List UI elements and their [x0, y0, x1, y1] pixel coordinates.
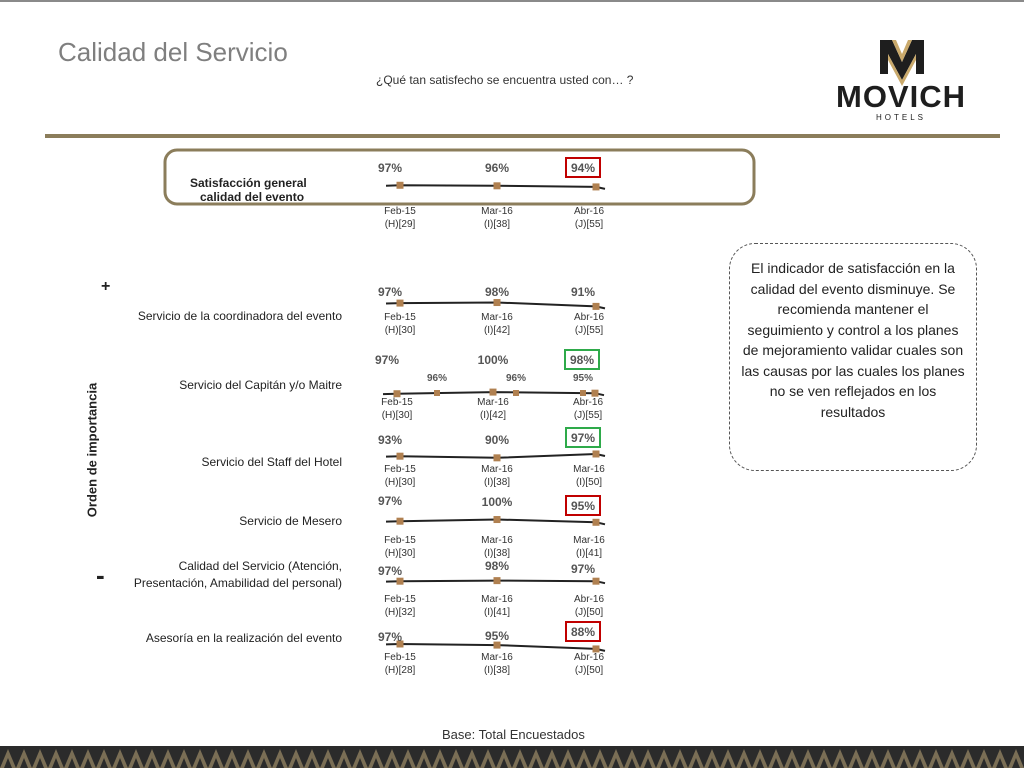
category-sample-label: (I)[38]	[483, 477, 511, 488]
footer-pattern	[0, 746, 1024, 768]
data-label: 94%	[570, 161, 596, 175]
data-label: 97%	[374, 353, 400, 367]
secondary-point-label: 95%	[572, 373, 594, 384]
data-label: 97%	[570, 431, 596, 445]
category-sample-label: (H)[28]	[384, 665, 416, 676]
category-label: Mar-16	[481, 206, 513, 217]
category-label: Abr-16	[572, 397, 604, 408]
category-sample-label: (J)[55]	[574, 325, 604, 336]
data-label: 88%	[570, 625, 596, 639]
data-label: 100%	[481, 495, 513, 509]
data-label: 98%	[484, 559, 510, 573]
data-point-marker	[490, 389, 497, 396]
data-point-marker	[397, 578, 404, 585]
data-point-marker	[494, 454, 501, 461]
importance-top-sign: +	[101, 278, 111, 295]
data-point-marker	[494, 577, 501, 584]
category-sample-label: (J)[50]	[574, 607, 604, 618]
series-title: Presentación, Amabilidad del personal)	[133, 576, 342, 590]
category-sample-label: (J)[55]	[573, 410, 603, 421]
category-sample-label: (H)[30]	[381, 410, 413, 421]
data-point-marker	[494, 299, 501, 306]
data-label: 93%	[377, 433, 403, 447]
page-title: Calidad del Servicio	[58, 37, 288, 67]
series-title: Servicio de Mesero	[239, 514, 342, 528]
data-label: 97%	[377, 564, 403, 578]
category-label: Abr-16	[573, 594, 605, 605]
data-point-marker	[593, 450, 600, 457]
logo-brand: MOVICH	[836, 79, 966, 114]
category-sample-label: (I)[38]	[483, 665, 511, 676]
secondary-point-marker	[580, 390, 586, 396]
category-label: Abr-16	[573, 652, 605, 663]
series-title: Satisfacción general	[190, 176, 307, 190]
category-sample-label: (H)[29]	[384, 219, 416, 230]
category-label: Feb-15	[384, 652, 416, 663]
base-note: Base: Total Encuestados	[442, 727, 585, 742]
category-label: Abr-16	[573, 206, 605, 217]
data-label: 97%	[377, 630, 403, 644]
category-sample-label: (H)[30]	[384, 548, 416, 559]
data-point-marker	[494, 516, 501, 523]
category-sample-label: (I)[38]	[483, 548, 511, 559]
data-point-marker	[592, 390, 599, 397]
category-label: Mar-16	[573, 464, 605, 475]
data-label: 97%	[377, 285, 403, 299]
category-label: Mar-16	[481, 594, 513, 605]
category-sample-label: (I)[42]	[479, 410, 507, 421]
series-title: calidad del evento	[200, 190, 305, 204]
data-label: 96%	[484, 161, 510, 175]
category-label: Mar-16	[573, 535, 605, 546]
category-label: Feb-15	[384, 594, 416, 605]
data-point-marker	[593, 303, 600, 310]
category-sample-label: (H)[30]	[384, 325, 416, 336]
data-label: 90%	[484, 433, 510, 447]
category-label: Mar-16	[481, 535, 513, 546]
data-label: 100%	[477, 353, 509, 367]
data-label: 97%	[570, 562, 596, 576]
category-sample-label: (I)[38]	[483, 219, 511, 230]
category-label: Mar-16	[477, 397, 509, 408]
data-label: 95%	[570, 499, 596, 513]
secondary-point-marker	[434, 390, 440, 396]
series-title: Calidad del Servicio (Atención,	[178, 559, 342, 573]
series-title: Asesoría en la realización del evento	[145, 631, 342, 645]
category-sample-label: (I)[41]	[575, 548, 603, 559]
data-label: 98%	[569, 353, 595, 367]
data-label: 98%	[484, 285, 510, 299]
category-sample-label: (I)[50]	[575, 477, 603, 488]
insight-callout: El indicador de satisfacción en la calidad del evento disminuye. Se recomienda mantener el seguimiento y control a los planes de mejoramiento validar cuales son las causas por las cuales los planes no se ven reflejados en los resultados	[729, 243, 977, 471]
category-label: Feb-15	[384, 312, 416, 323]
logo-tagline: HOTELS	[875, 113, 927, 122]
page-subtitle: ¿Qué tan satisfecho se encuentra usted con… ?	[376, 73, 634, 87]
category-sample-label: (H)[32]	[384, 607, 416, 618]
category-label: Mar-16	[481, 652, 513, 663]
category-sample-label: (I)[42]	[483, 325, 511, 336]
category-sample-label: (J)[55]	[574, 219, 604, 230]
series-title: Servicio del Staff del Hotel	[201, 455, 342, 469]
category-label: Feb-15	[384, 464, 416, 475]
secondary-point-marker	[513, 390, 519, 396]
category-label: Feb-15	[384, 535, 416, 546]
secondary-point-label: 96%	[426, 373, 448, 384]
category-sample-label: (I)[41]	[483, 607, 511, 618]
data-label: 91%	[570, 285, 596, 299]
data-point-marker	[593, 519, 600, 526]
category-label: Feb-15	[384, 206, 416, 217]
category-label: Mar-16	[481, 464, 513, 475]
data-label: 95%	[484, 629, 510, 643]
series-title: Servicio de la coordinadora del evento	[137, 309, 342, 323]
category-label: Mar-16	[481, 312, 513, 323]
axis-label: Orden de importancia	[84, 382, 100, 518]
data-point-marker	[494, 182, 501, 189]
category-label: Abr-16	[573, 312, 605, 323]
data-label: 97%	[377, 161, 403, 175]
data-point-marker	[593, 183, 600, 190]
data-point-marker	[593, 578, 600, 585]
category-label: Feb-15	[381, 397, 413, 408]
importance-bottom-sign: -	[96, 560, 105, 590]
data-point-marker	[397, 182, 404, 189]
series-title: Servicio del Capitán y/o Maitre	[179, 378, 342, 392]
data-point-marker	[397, 300, 404, 307]
secondary-point-label: 96%	[505, 373, 527, 384]
data-label: 97%	[377, 494, 403, 508]
data-point-marker	[397, 453, 404, 460]
data-point-marker	[397, 518, 404, 525]
category-sample-label: (H)[30]	[384, 477, 416, 488]
category-sample-label: (J)[50]	[574, 665, 604, 676]
